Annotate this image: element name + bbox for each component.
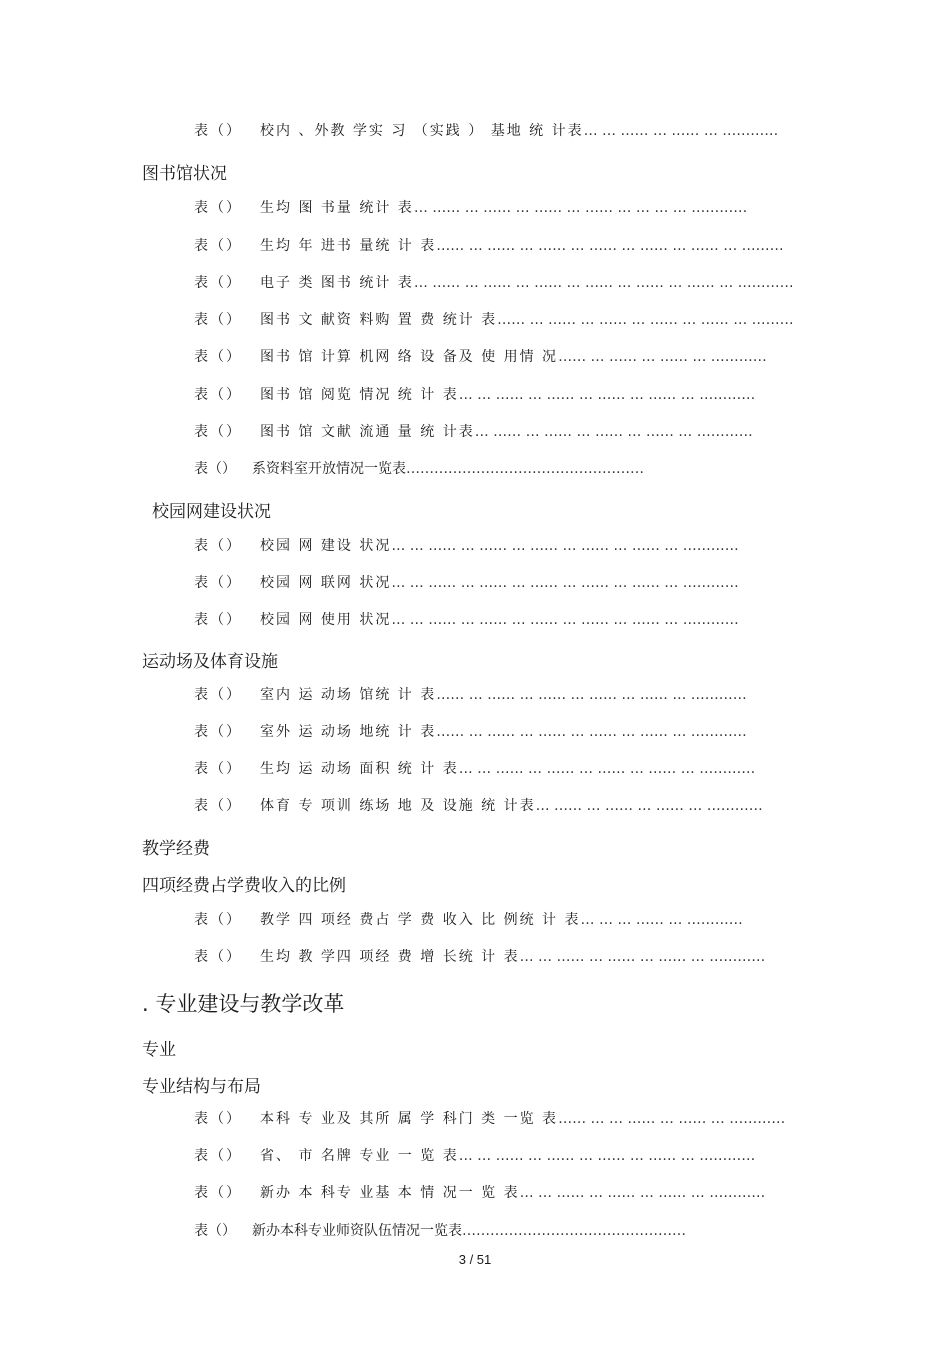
- section-heading: 教学经费: [142, 839, 210, 859]
- dot-leader: … … …… … …… … …… … …… … …… … …………: [391, 538, 739, 554]
- toc-entry[interactable]: [194, 536, 739, 556]
- table-tag: 表（）: [194, 461, 236, 477]
- toc-entry[interactable]: [194, 1146, 755, 1166]
- entry-title: 生均 运 动场 面积 统 计 表: [260, 761, 459, 777]
- entry-title: 校园 网 使用 状况: [260, 612, 392, 628]
- toc-entry[interactable]: [194, 1183, 765, 1203]
- dot-leader: …… … …… … …… … …… … …… … ………: [497, 312, 794, 328]
- toc-entry[interactable]: [194, 1221, 686, 1241]
- dot-leader: … … …… … …… … …… … …… … …………: [458, 387, 756, 403]
- entry-title: 体育 专 项训 练场 地 及 设施 统 计表: [260, 798, 536, 814]
- table-tag: 表（）: [194, 349, 242, 365]
- toc-entry[interactable]: [194, 722, 747, 742]
- dot-leader: ……………………………………………: [406, 461, 644, 477]
- entry-title: 室外 运 动场 地统 计 表: [260, 724, 437, 740]
- entry-title: 系资料室开放情况一览表: [252, 461, 406, 477]
- toc-entry[interactable]: [194, 236, 784, 256]
- entry-title: 生均 图 书量 统计 表: [260, 200, 414, 216]
- section-heading: 运动场及体育设施: [142, 652, 278, 672]
- dot-leader: … … … …… … …………: [580, 912, 743, 928]
- table-tag: 表（）: [194, 123, 242, 139]
- entry-title: 图书 馆 阅览 情况 统 计 表: [260, 387, 459, 403]
- toc-entry[interactable]: [194, 310, 794, 330]
- chapter-heading: . 专业建设与教学改革: [142, 992, 345, 1016]
- toc-entry[interactable]: [194, 685, 747, 705]
- toc-entry[interactable]: [194, 759, 755, 779]
- table-tag: 表（）: [194, 612, 242, 628]
- section-heading: 专业结构与布局: [142, 1077, 261, 1097]
- entry-title: 电子 类 图书 统计 表: [260, 275, 414, 291]
- dot-leader: … … …… … …… … …… … …… … …………: [458, 1148, 756, 1164]
- section-heading: 专业: [142, 1040, 176, 1060]
- dot-leader: … … …… … …… … …… … …… … …… … …………: [391, 575, 739, 591]
- dot-leader: …… … …… … …… … …… … …… … …………: [436, 687, 747, 703]
- toc-entry[interactable]: [194, 273, 794, 293]
- table-tag: 表（）: [194, 761, 242, 777]
- table-tag: 表（）: [194, 275, 242, 291]
- entry-title: 生均 年 进书 量统 计 表: [260, 238, 437, 254]
- toc-entry[interactable]: [194, 121, 778, 141]
- entry-title: 图书 馆 计算 机网 络 设 备及 使 用情 况: [260, 349, 559, 365]
- toc-entry[interactable]: [194, 910, 743, 930]
- entry-title: 校内 、外教 学实 习 （实践 ） 基地 统 计表: [260, 123, 584, 139]
- entry-title: 本科 专 业及 其所 属 学 科门 类 一览 表: [260, 1111, 559, 1127]
- dot-leader: … … …… … …… … …… … …… … …… … …………: [391, 612, 739, 628]
- dot-leader: … … …… … …… … …………: [583, 123, 779, 139]
- toc-entry[interactable]: [194, 347, 767, 367]
- section-heading: 图书馆状况: [142, 164, 227, 184]
- table-tag: 表（）: [194, 1185, 242, 1201]
- dot-leader: … …… … …… … …… … …… … …………: [474, 424, 753, 440]
- section-heading: 四项经费占学费收入的比例: [142, 876, 346, 896]
- table-tag: 表（）: [194, 912, 242, 928]
- entry-title: 教学 四 项经 费占 学 费 收入 比 例统 计 表: [260, 912, 581, 928]
- dot-leader: … …… … …… … …… … …… … …… … …… … …………: [413, 275, 794, 291]
- table-tag: 表（）: [194, 238, 242, 254]
- section-heading: 校园网建设状况: [152, 502, 271, 522]
- toc-entry[interactable]: [194, 610, 739, 630]
- table-tag: 表（）: [194, 1148, 242, 1164]
- toc-entry[interactable]: [194, 573, 739, 593]
- table-tag: 表（）: [194, 687, 242, 703]
- toc-entry[interactable]: [194, 947, 765, 967]
- page-number: 3 / 51: [458, 1252, 492, 1267]
- table-tag: 表（）: [194, 538, 242, 554]
- entry-title: 校园 网 建设 状况: [260, 538, 392, 554]
- dot-leader: … …… … …… … …… … …… … … … … …………: [413, 200, 748, 216]
- toc-entry[interactable]: [194, 198, 747, 218]
- entry-title: 校园 网 联网 状况: [260, 575, 392, 591]
- table-tag: 表（）: [194, 798, 242, 814]
- table-tag: 表（）: [194, 724, 242, 740]
- dot-leader: …… … …… … …… … …… … …… … …… … ………: [436, 238, 784, 254]
- table-tag: 表（）: [194, 312, 242, 328]
- dot-leader: … …… … …… … …… … …………: [535, 798, 763, 814]
- dot-leader: …………………………………………: [462, 1223, 686, 1239]
- entry-title: 新办 本 科专 业基 本 情 况一 览 表: [260, 1185, 520, 1201]
- dot-leader: … … …… … …… … …… … …… … …………: [458, 761, 756, 777]
- dot-leader: … … …… … …… … …… … …………: [519, 1185, 766, 1201]
- dot-leader: …… … … …… … …… … …………: [558, 1111, 786, 1127]
- entry-title: 省、 市 名牌 专业 一 览 表: [260, 1148, 459, 1164]
- entry-title: 生均 教 学四 项经 费 增 长统 计 表: [260, 949, 520, 965]
- dot-leader: … … …… … …… … …… … …………: [519, 949, 766, 965]
- dot-leader: …… … …… … …… … …… … …… … …………: [436, 724, 747, 740]
- table-tag: 表（）: [194, 1111, 242, 1127]
- toc-entry[interactable]: [194, 385, 755, 405]
- toc-entry[interactable]: [194, 1109, 785, 1129]
- table-tag: 表（）: [194, 1223, 236, 1239]
- table-tag: 表（）: [194, 949, 242, 965]
- toc-entry[interactable]: [194, 796, 763, 816]
- toc-entry[interactable]: [194, 459, 644, 479]
- entry-title: 图书 馆 文献 流通 量 统 计表: [260, 424, 475, 440]
- toc-entry[interactable]: [194, 422, 753, 442]
- table-tag: 表（）: [194, 200, 242, 216]
- entry-title: 室内 运 动场 馆统 计 表: [260, 687, 437, 703]
- table-tag: 表（）: [194, 424, 242, 440]
- entry-title: 新办本科专业师资队伍情况一览表: [252, 1223, 462, 1239]
- entry-title: 图书 文 献资 料购 置 费 统计 表: [260, 312, 498, 328]
- table-tag: 表（）: [194, 575, 242, 591]
- table-tag: 表（）: [194, 387, 242, 403]
- dot-leader: …… … …… … …… … …………: [558, 349, 767, 365]
